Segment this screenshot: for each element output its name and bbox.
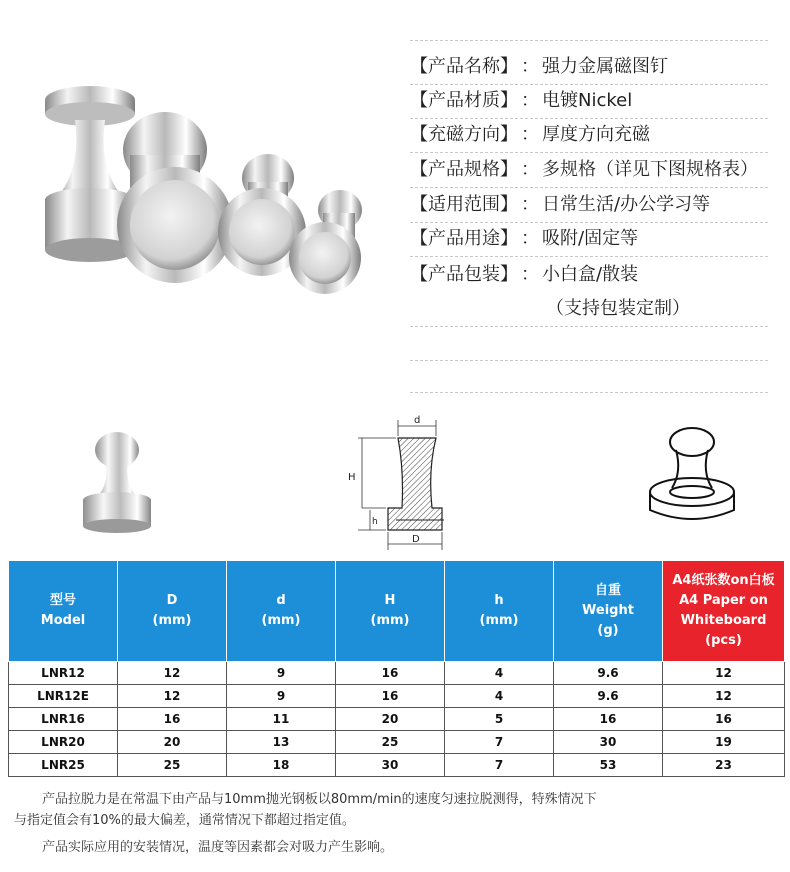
cell: 16 bbox=[118, 708, 227, 731]
dim-label-D: D bbox=[412, 534, 420, 545]
cell: 30 bbox=[336, 754, 445, 777]
table-row bbox=[9, 685, 785, 708]
cell: 9 bbox=[227, 685, 336, 708]
dim-label-H: H bbox=[348, 472, 356, 483]
spec-table bbox=[8, 560, 785, 777]
spec-sep: ： bbox=[521, 194, 539, 215]
cell: 5 bbox=[445, 708, 554, 731]
cell: 23 bbox=[663, 754, 785, 777]
spec-value: 多规格（详见下图规格表） bbox=[542, 159, 758, 180]
spec-key: 【产品用途】 bbox=[410, 228, 518, 249]
divider bbox=[410, 40, 768, 41]
cell: 11 bbox=[227, 708, 336, 731]
spec-key: 【充磁方向】 bbox=[410, 124, 518, 145]
note-deviation: 与指定值会有10%的最大偏差，通常情况下都超过指定值。 bbox=[14, 813, 355, 828]
cell: 13 bbox=[227, 731, 336, 754]
cell: 9.6 bbox=[554, 662, 663, 685]
spec-value: 厚度方向充磁 bbox=[542, 124, 650, 145]
spec-row-magnetization bbox=[410, 118, 768, 153]
table-row bbox=[9, 662, 785, 685]
spec-row-specs bbox=[410, 153, 768, 188]
cell: 12 bbox=[118, 685, 227, 708]
cell-model: LNR20 bbox=[9, 731, 118, 754]
spec-sep: ： bbox=[521, 90, 539, 111]
spec-sep: ： bbox=[521, 124, 539, 145]
spec-row-scope bbox=[410, 188, 768, 223]
spec-key: 【产品名称】 bbox=[410, 56, 518, 77]
cell: 20 bbox=[336, 708, 445, 731]
cell: 20 bbox=[118, 731, 227, 754]
product-photo bbox=[20, 60, 380, 350]
col-header-h: h (mm) bbox=[445, 561, 554, 662]
cell: 30 bbox=[554, 731, 663, 754]
col-header-D: D (mm) bbox=[118, 561, 227, 662]
cell: 4 bbox=[445, 662, 554, 685]
cell: 9 bbox=[227, 662, 336, 685]
spec-sep: ： bbox=[521, 56, 539, 77]
spec-value: 日常生活/办公学习等 bbox=[542, 194, 711, 215]
spec-sep: ： bbox=[521, 264, 539, 285]
cell: 16 bbox=[336, 685, 445, 708]
spec-value: 电镀Nickel bbox=[542, 90, 633, 111]
spec-value: 小白盒/散装 bbox=[542, 264, 639, 285]
table-header-row bbox=[9, 561, 785, 662]
table-row bbox=[9, 754, 785, 777]
spec-row-name bbox=[410, 50, 768, 85]
cell: 16 bbox=[554, 708, 663, 731]
cell: 7 bbox=[445, 754, 554, 777]
spec-key: 【适用范围】 bbox=[410, 194, 518, 215]
divider bbox=[410, 360, 768, 361]
table-row bbox=[9, 708, 785, 731]
cell-model: LNR16 bbox=[9, 708, 118, 731]
cell-model: LNR12E bbox=[9, 685, 118, 708]
divider bbox=[410, 392, 768, 393]
spec-sep: ： bbox=[521, 159, 539, 180]
cell: 16 bbox=[336, 662, 445, 685]
spec-package-note bbox=[410, 292, 768, 327]
cell-model: LNR25 bbox=[9, 754, 118, 777]
dim-label-d: d bbox=[414, 415, 421, 426]
cell: 12 bbox=[663, 662, 785, 685]
cell: 25 bbox=[118, 754, 227, 777]
dim-label-h: h bbox=[372, 517, 378, 527]
pin-photo bbox=[75, 428, 160, 534]
spec-row-usage bbox=[410, 222, 768, 257]
cell: 7 bbox=[445, 731, 554, 754]
col-header-a4-paper: A4纸张数on白板 A4 Paper on Whiteboard (pcs) bbox=[663, 561, 785, 662]
dimension-drawing bbox=[340, 410, 460, 555]
cell: 4 bbox=[445, 685, 554, 708]
spec-value: 吸附/固定等 bbox=[542, 228, 639, 249]
col-header-model: 型号 Model bbox=[9, 561, 118, 662]
cell: 12 bbox=[118, 662, 227, 685]
cell: 25 bbox=[336, 731, 445, 754]
spec-row-material bbox=[410, 84, 768, 119]
col-header-weight: 自重 Weight (g) bbox=[554, 561, 663, 662]
cell: 19 bbox=[663, 731, 785, 754]
cell: 18 bbox=[227, 754, 336, 777]
col-header-H: H (mm) bbox=[336, 561, 445, 662]
col-header-d: d (mm) bbox=[227, 561, 336, 662]
cell: 12 bbox=[663, 685, 785, 708]
cell-model: LNR12 bbox=[9, 662, 118, 685]
spec-key: 【产品材质】 bbox=[410, 90, 518, 111]
table-row bbox=[9, 731, 785, 754]
cell: 16 bbox=[663, 708, 785, 731]
spec-key: 【产品规格】 bbox=[410, 159, 518, 180]
spec-extra: （支持包装定制） bbox=[546, 298, 690, 319]
spec-row-package bbox=[410, 258, 768, 292]
note-pull-force: 产品拉脱力是在常温下由产品与10mm抛光钢板以80mm/min的速度匀速拉脱测得，特殊情况下 bbox=[42, 792, 597, 807]
cell: 9.6 bbox=[554, 685, 663, 708]
pin-line-art bbox=[640, 420, 745, 530]
spec-sep: ： bbox=[521, 228, 539, 249]
spec-key: 【产品包装】 bbox=[410, 264, 518, 285]
cell: 53 bbox=[554, 754, 663, 777]
spec-value: 强力金属磁图钉 bbox=[542, 56, 668, 77]
note-installation: 产品实际应用的安装情况，温度等因素都会对吸力产生影响。 bbox=[42, 840, 394, 855]
